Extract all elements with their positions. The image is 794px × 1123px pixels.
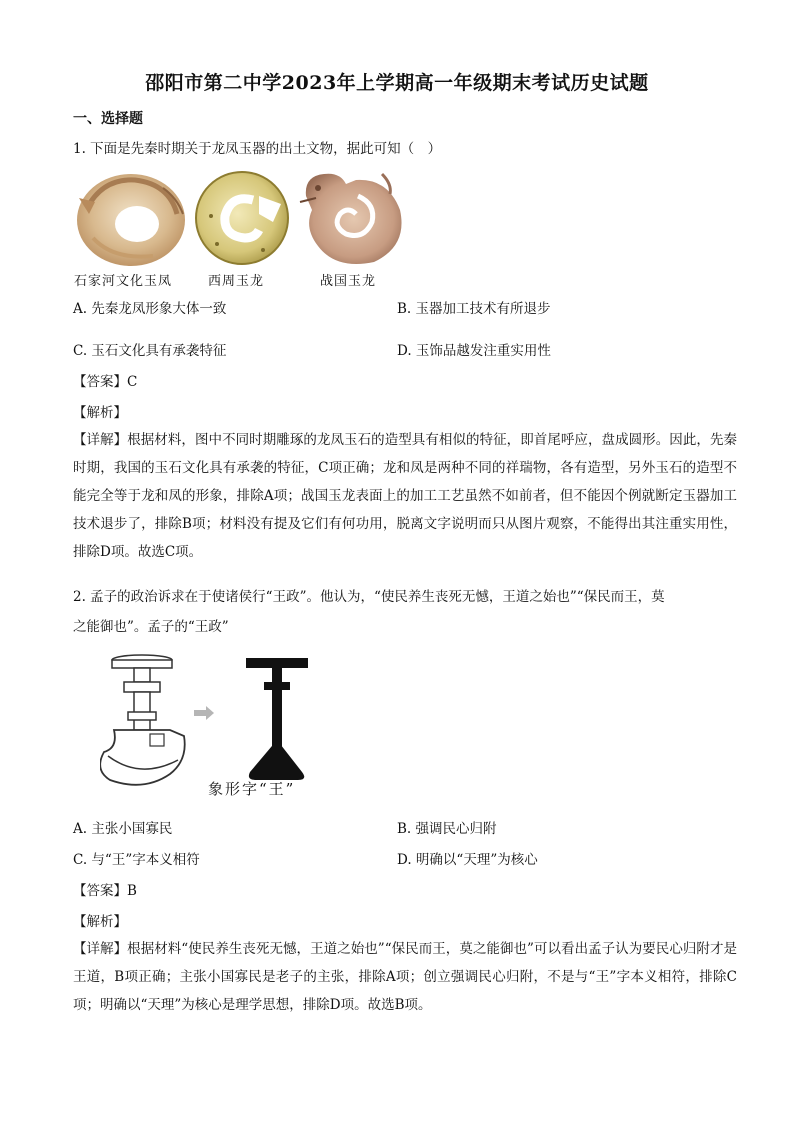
q1-answer <box>73 370 137 390</box>
q1-option-a: A. 先秦龙凤形象大体一致 <box>73 301 227 317</box>
q2-analysis-label: 【解析】 <box>73 914 127 930</box>
answer-value: C <box>127 374 138 390</box>
caption-jade-phoenix: 石家河文化玉凤 <box>74 274 173 289</box>
answer-label: 【答案】 <box>73 374 127 390</box>
q2-option-c: C. 与“王”字本义相符 <box>73 852 200 868</box>
jade-dragon-western-zhou-image <box>193 166 291 266</box>
q1-option-d: D. 玉饰品越发注重实用性 <box>397 343 551 359</box>
question-2-stem-line2: 之能御也”。孟子的“王政” <box>73 619 229 635</box>
q1-analysis-label: 【解析】 <box>73 405 127 421</box>
question-1-stem: 1. 下面是先秦时期关于龙凤玉器的出土文物，据此可知（ ） <box>73 141 442 157</box>
q2-option-b: B. 强调民心归附 <box>397 821 497 837</box>
q2-detail-text: 【详解】根据材料“使民养生丧死无憾，王道之始也”“保民而王，莫之能御也”可以看出孟子认为要民心归附才是王道，B项正确；主张小国寡民是老子的主张，排除A项；创立强调民心归附，不是与“王”字本义相符，排除C项；明确以“天理”为核心是理学思想，排除D项。故选B项。 <box>73 941 737 1013</box>
caption-warring-states-dragon: 战国玉龙 <box>320 274 377 289</box>
q1-option-c: C. 玉石文化具有承袭特征 <box>73 343 227 359</box>
caption-western-zhou-dragon: 西周玉龙 <box>208 274 265 289</box>
q2-option-d: D. 明确以“天理”为核心 <box>397 852 538 868</box>
question-2-stem-line1: 2. 孟子的政治诉求在于使诸侯行“王政”。他认为，“使民养生丧死无憾，王道之始也”“保民而王，莫 <box>73 589 665 605</box>
q1-detail-text: 【详解】根据材料，图中不同时期雕琢的龙凤玉石的造型具有相似的特征，即首尾呼应，盘成圆形。因此，先秦时期，我国的玉石文化具有承袭的特征，C项正确；龙和凤是两种不同的祥瑞物，各有造型，另外玉石的造型不能完全等于龙和凤的形象，排除A项；战国玉龙表面上的加工工艺虽然不如前者，但不能因个例就断定玉器加工技术退步了，排除B项；材料没有提及它们有何功用，脱离文字说明而只从图片观察，不能得出其注重实用性，排除D项。故选C项。 <box>73 432 737 560</box>
answer-value: B <box>127 883 137 899</box>
caption-wang-pictograph: 象形字“王” <box>208 780 296 798</box>
answer-label: 【答案】 <box>73 883 127 899</box>
section-heading: 一、选择题 <box>73 111 143 127</box>
page-title: 邵阳市第二中学2023年上学期高一年级期末考试历史试题 <box>145 72 649 94</box>
q1-option-b: B. 玉器加工技术有所退步 <box>397 301 551 317</box>
q2-answer <box>73 879 137 899</box>
jade-phoenix-image <box>73 168 191 268</box>
q2-option-a: A. 主张小国寡民 <box>73 821 173 837</box>
jade-dragon-warring-states-image <box>296 166 408 268</box>
